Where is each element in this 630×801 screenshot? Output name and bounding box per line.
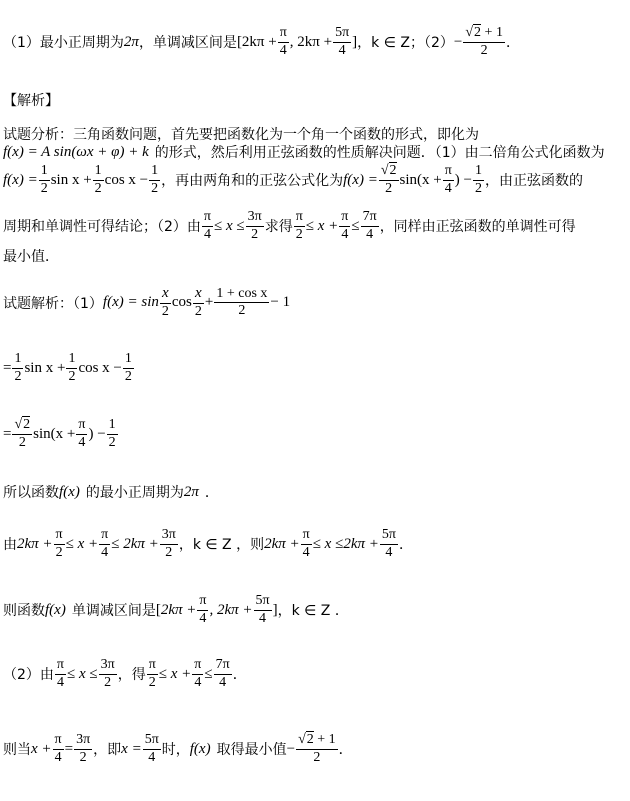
- period-value: 2π: [123, 33, 139, 50]
- solution-step-1: 试题解析：（1） f(x) = sin $\frac{x}{2}$ cos $\frac{x}{2}$ + $\frac{\text{1 + cos x}}{2}$ − 1: [3, 285, 291, 319]
- solution-step-2: = $\frac{1}{2}$ sin x + $\frac{1}{2}$ cos x − $\frac{1}{2}$: [3, 351, 132, 384]
- solution-step-8: 则当 x + $\frac{\pi}{4}$ = $\frac{3\pi}{2}$ ，即 x = $\frac{5\pi}{4}$ 时， f(x) 取得最小值 − $\frac{√2 + 1}{2}$ ．: [3, 732, 353, 765]
- solution-step-3: = $\frac{√2}{2}$ sin(x + $\frac{\pi}{4}$ ) − $\frac{1}{2}$: [3, 417, 116, 450]
- solution-step-5: 由 2kπ + $\frac{\pi}{2}$ ≤ x + $\frac{\pi}{4}$ ≤ 2kπ + $\frac{3\pi}{2}$ ，k ∈ Z ，则 2kπ + $\frac{\pi}{4}$ ≤ x ≤ 2kπ + $\frac{5\pi}{4}$ ．: [3, 527, 413, 560]
- analysis-line-4: 周期和单调性可得结论；（2）由 $\frac{\pi}{4}$ ≤ x ≤ $\frac{3\pi}{2}$ 求得 $\frac{\pi}{2}$ ≤ x + $\frac{\pi}{4}$ ≤ $\frac{7\pi}{4}$ ，同样由正弦函数的单调性可得: [3, 209, 576, 242]
- solution-step-4: 所以函数 f(x) 的最小正周期为 2π ．: [3, 483, 219, 501]
- answer-interval-label: ，单调减区间是: [138, 35, 237, 52]
- analysis-line-1: 试题分析：三角函数问题，首先要把函数化为一个角一个函数的形式，即化为: [3, 127, 479, 143]
- answer-part1-label: （1）最小正周期为: [3, 35, 124, 52]
- analysis-line-3: f(x) = $\frac{1}{2}$ sin x + $\frac{1}{2}$ cos x − $\frac{1}{2}$ ，再由两角和的正弦公式化为 f(x) = $\frac{√2}{2}$ sin(x + $\frac{\pi}{4}$ ) − $\frac{1}{2}$ ，由正弦函数的: [3, 163, 584, 196]
- solution-step-6: 则函数 f(x) 单调减区间是 [ 2kπ + $\frac{\pi}{4}$ , 2kπ + $\frac{5\pi}{4}$ ] ，k ∈ Z ．: [3, 593, 349, 626]
- answer-line: （1）最小正周期为 2π ，单调减区间是 [2kπ + $\frac{\pi}{4}$ , 2kπ + $\frac{5\pi}{4}$ ] ，k ∈ Z ；（2） − $\frac{√2 + 1}{2}$ ．: [3, 25, 520, 58]
- solution-step-7: （2）由 $\frac{\pi}{4}$ ≤ x ≤ $\frac{3\pi}{2}$ ，得 $\frac{\pi}{2}$ ≤ x + $\frac{\pi}{4}$ ≤ $\frac{7\pi}{4}$ ．: [3, 657, 247, 690]
- fraction-pi-over-4: $\frac{\pi}{4}$: [279, 25, 287, 58]
- analysis-line-5: 最小值．: [3, 249, 59, 265]
- fraction-5pi-over-4: $\frac{5\pi}{4}$: [335, 25, 350, 58]
- analysis-line-2: f(x) = A sin(ωx + φ) + k 的形式，然后利用正弦函数的性质解决问题．（1）由二倍角公式化函数为: [3, 143, 605, 161]
- min-value-fraction: $\frac{√2 + 1}{2}$: [465, 25, 503, 58]
- jiexi-header: 【解析】: [3, 93, 59, 109]
